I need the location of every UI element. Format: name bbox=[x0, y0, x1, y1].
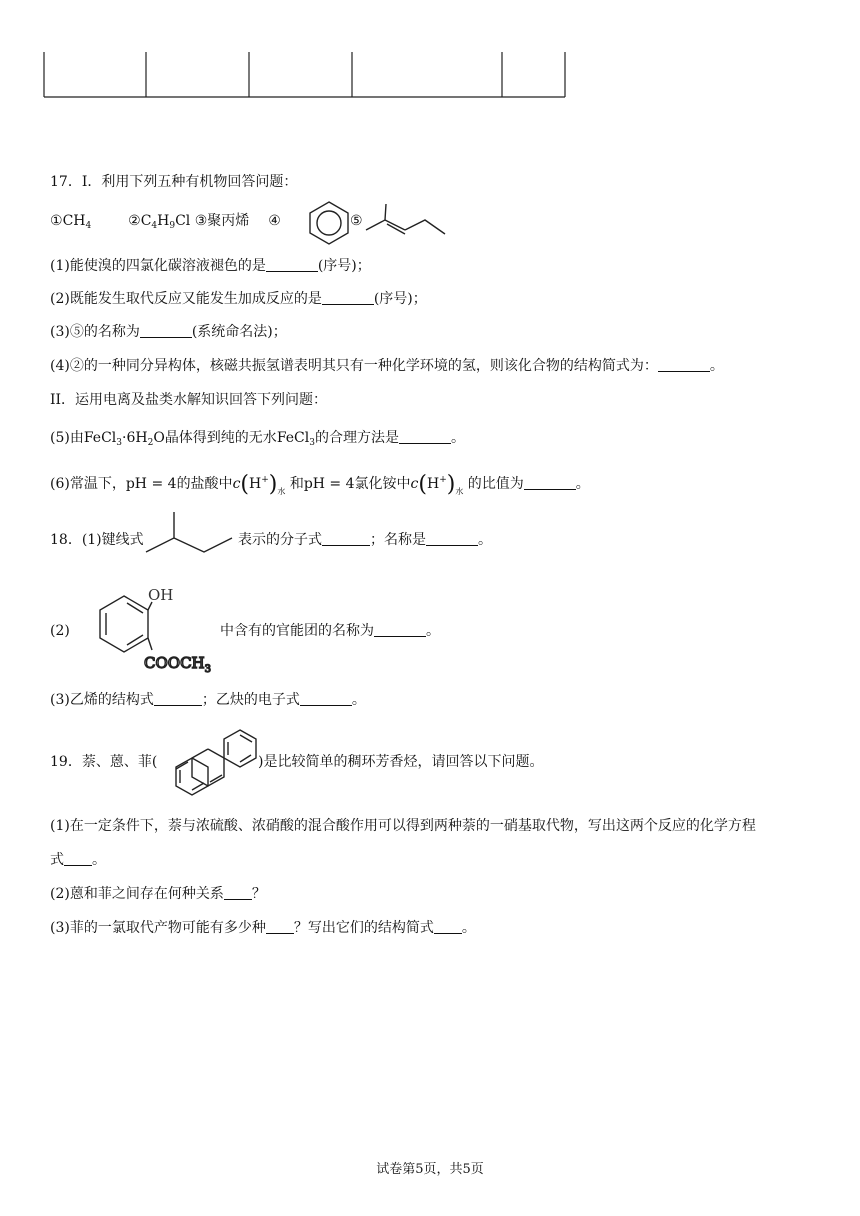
q17-title: 17．I．利用下列五种有机物回答问题： bbox=[50, 174, 298, 190]
q17-part6: (6)常温下，pH = 4的盐酸中$c(H^+)_水$ 和pH = 4氯化铵中$c(H^+)_水$ 的比值为 。 bbox=[50, 472, 590, 497]
q18-part2-label: (2) bbox=[50, 623, 70, 639]
q19-part1-line1: (1)在一定条件下，萘与浓硫酸、浓硝酸的混合酸作用可以得到两种萘的一硝基取代物，写出这两个反应的化学方程 bbox=[50, 818, 756, 834]
q17-section2-title: II．运用电离及盐类水解知识回答下列问题： bbox=[50, 392, 328, 408]
option-5-mark: ⑤ bbox=[350, 213, 363, 229]
q18-part3: (3)乙烯的结构式 ；乙炔的电子式 。 bbox=[50, 692, 366, 708]
hydroxyl-label: OH bbox=[148, 586, 174, 604]
q17-part5: (5)由$FeCl_3\cdot 6H_2O$晶体得到纯的无水FeCl$_3$的合理方法是 。 bbox=[50, 430, 465, 448]
answer-blank[interactable] bbox=[266, 257, 318, 272]
q17-part4: (4)②的一种同分异构体，核磁共振氢谱表明其只有一种化学环境的氢，则该化合物的结构简式为： 。 bbox=[50, 358, 724, 374]
q17-part1: (1)能使溴的四氯化碳溶液褪色的是 (序号)； bbox=[50, 258, 371, 274]
answer-blank[interactable] bbox=[322, 290, 374, 305]
q17-options bbox=[50, 211, 281, 236]
q17-part2: (2)既能发生取代反应又能发生加成反应的是 (序号)； bbox=[50, 291, 427, 307]
answer-blank[interactable] bbox=[658, 357, 710, 372]
answer-blank[interactable] bbox=[374, 622, 426, 637]
methyl-salicylate-structure bbox=[68, 582, 228, 674]
page-footer: 试卷第5页，共5页 bbox=[376, 1162, 484, 1177]
q19-part2: (2)蒽和菲之间存在何种关系 ？ bbox=[50, 886, 266, 902]
q19-part3: (3)菲的一氯取代产物可能有多少种 ？写出它们的结构简式 。 bbox=[50, 920, 476, 936]
answer-blank[interactable] bbox=[399, 429, 451, 444]
methylpentane-skeletal-structure bbox=[144, 512, 236, 556]
methyl-pentene-structure bbox=[364, 204, 450, 240]
option-3: ③聚丙烯 bbox=[194, 213, 250, 229]
answer-blank[interactable] bbox=[434, 919, 462, 934]
q19-part1-line2: 式 。 bbox=[50, 852, 106, 868]
answer-blank[interactable] bbox=[524, 475, 576, 490]
q19-title-end: )是比较简单的稠环芳香烃，请回答以下问题。 bbox=[258, 754, 544, 770]
q19-title-start: 19．萘、蒽、菲( bbox=[50, 754, 158, 770]
answer-blank[interactable] bbox=[64, 851, 92, 866]
option-1: $①CH_4$ bbox=[50, 213, 92, 231]
q17-part3: (3)⑤的名称为 (系统命名法)； bbox=[50, 324, 287, 340]
option-4-mark: ④ bbox=[268, 213, 281, 229]
ester-label: $COOCH_3$ bbox=[144, 654, 212, 675]
q18-part2-text: 中含有的官能团的名称为 。 bbox=[220, 623, 440, 639]
q18-part1-start: 18．(1)键线式 bbox=[50, 532, 144, 548]
answer-blank[interactable] bbox=[266, 919, 294, 934]
phenanthrene-structure bbox=[160, 726, 260, 804]
answer-blank[interactable] bbox=[426, 531, 478, 546]
answer-blank[interactable] bbox=[300, 691, 352, 706]
answer-blank[interactable] bbox=[140, 323, 192, 338]
answer-blank[interactable] bbox=[224, 885, 252, 900]
benzene-ring-structure bbox=[306, 200, 352, 244]
q18-part1-rest: 表示的分子式 ；名称是 。 bbox=[238, 532, 492, 548]
answer-table-fragment bbox=[0, 0, 860, 110]
answer-blank[interactable] bbox=[322, 531, 370, 546]
option-2: $②C_4H_9Cl$ bbox=[128, 213, 191, 231]
answer-blank[interactable] bbox=[154, 691, 202, 706]
